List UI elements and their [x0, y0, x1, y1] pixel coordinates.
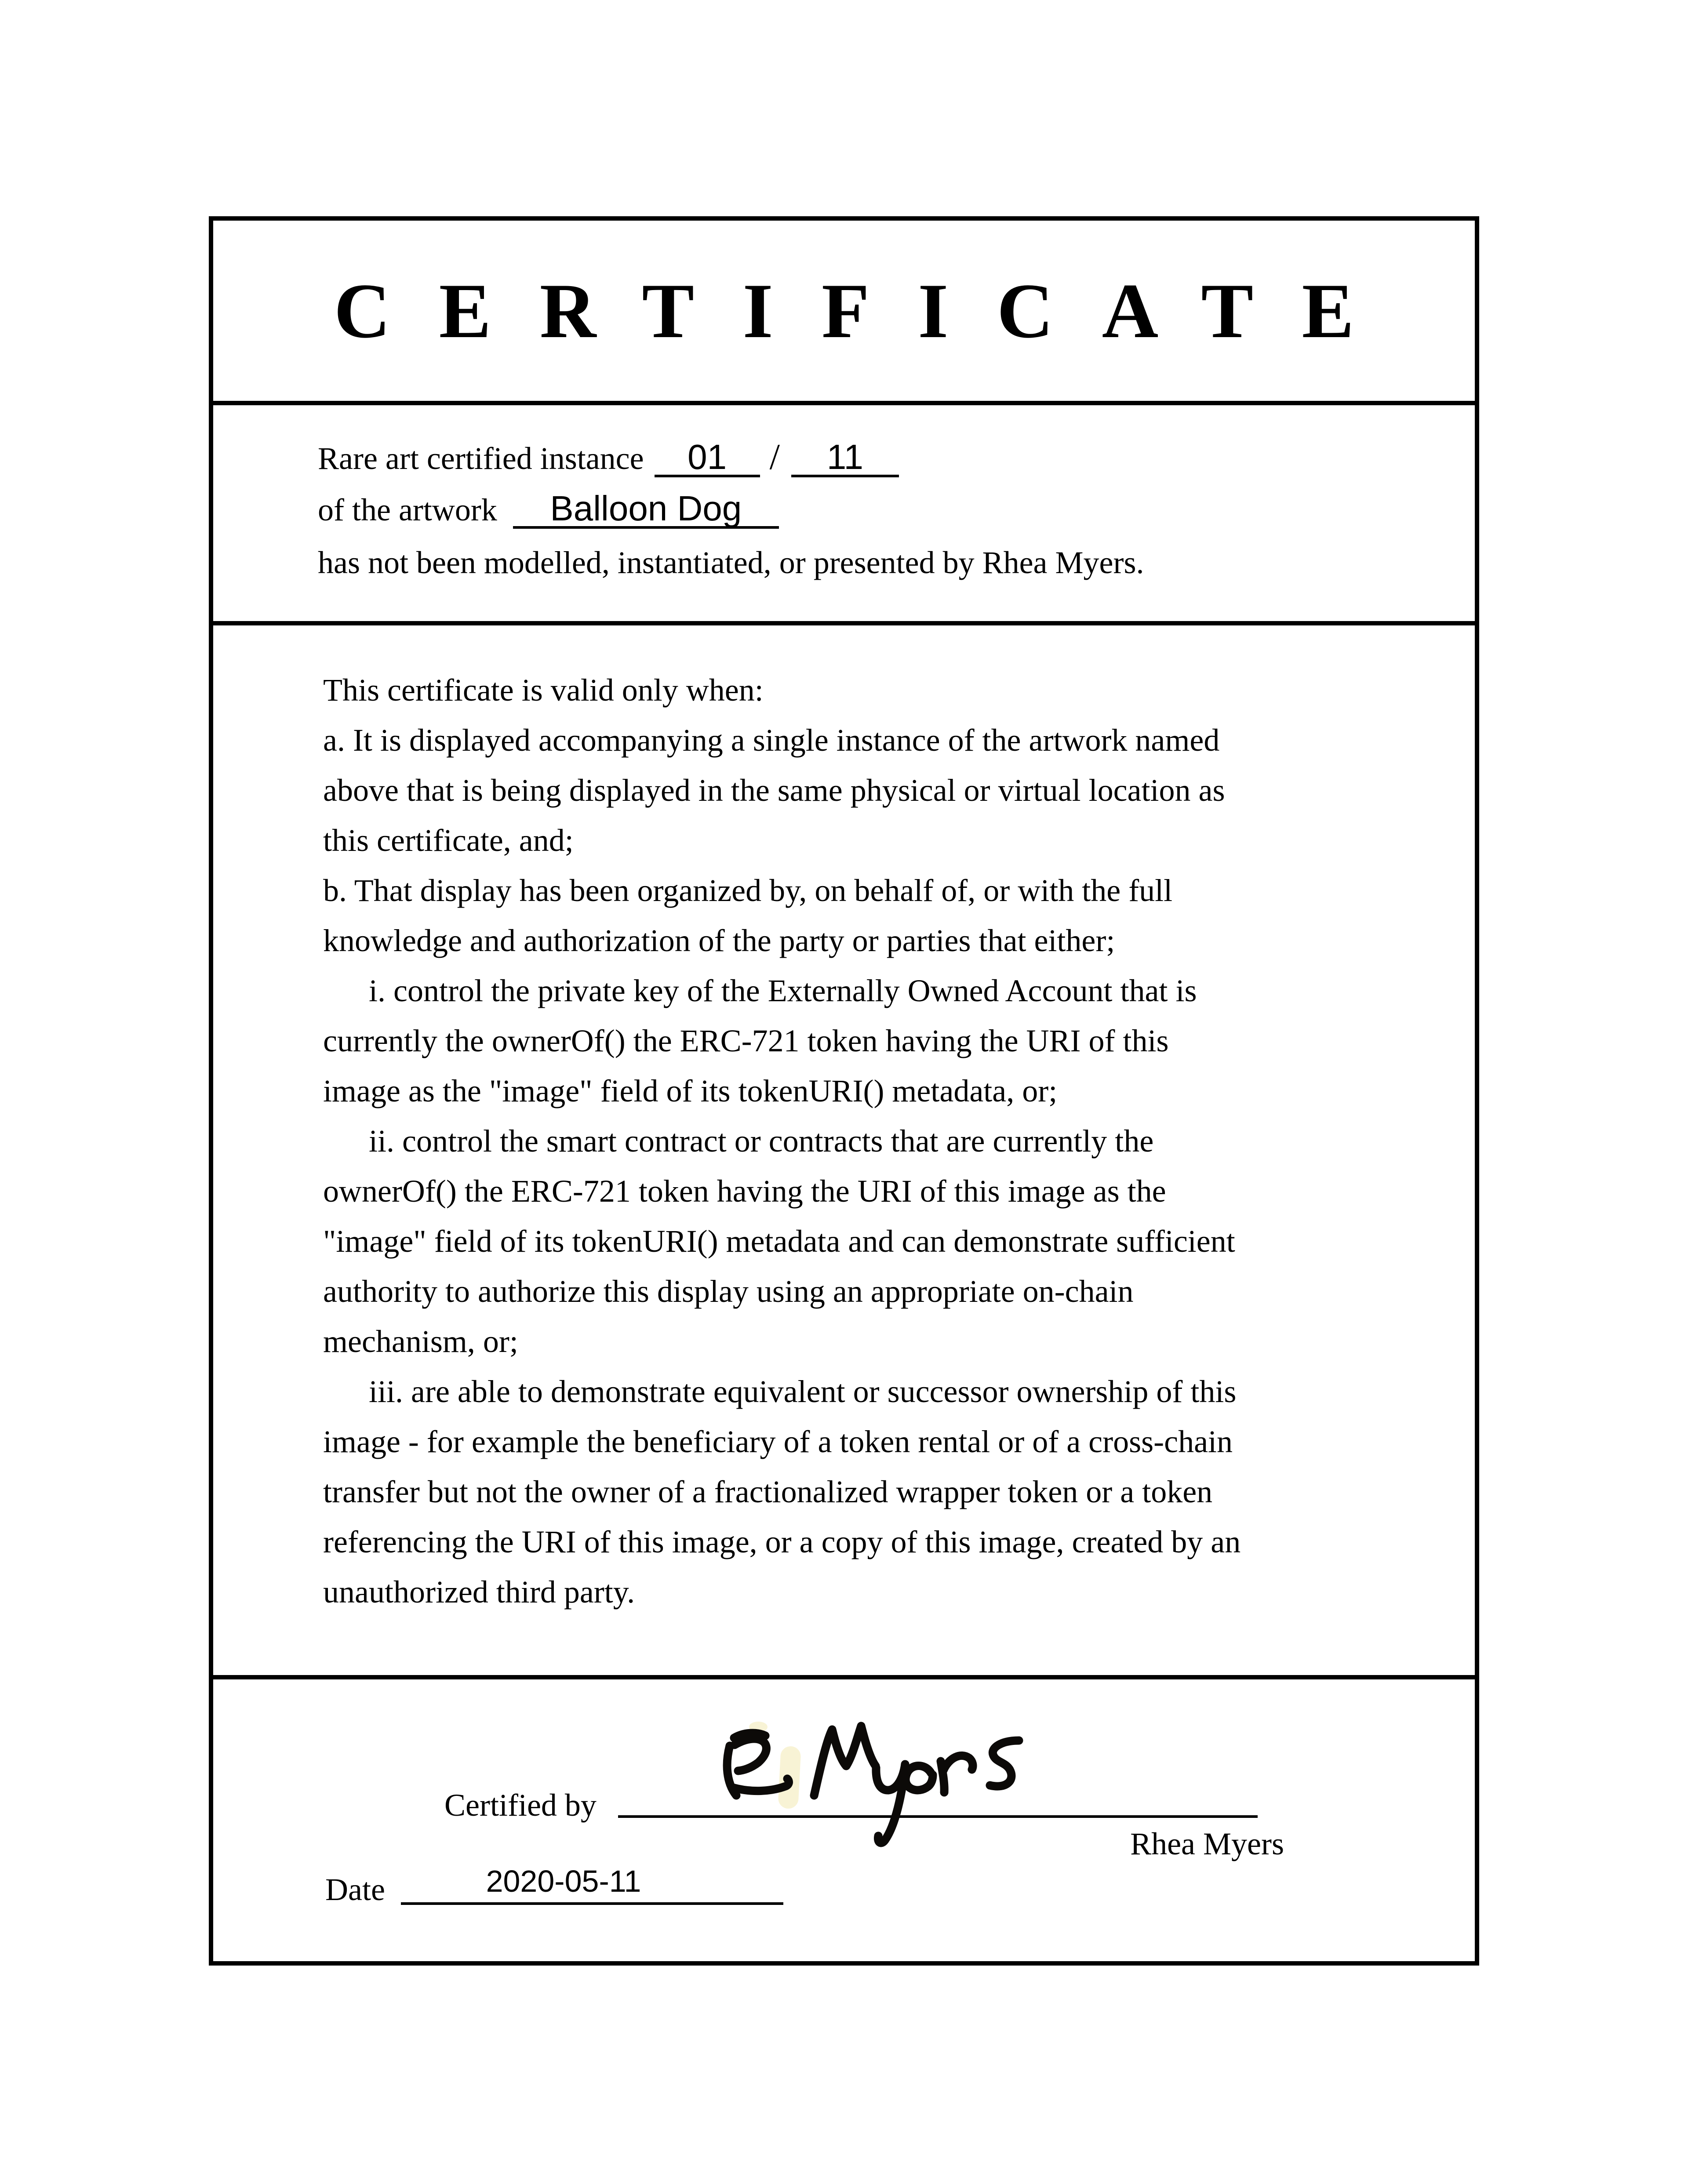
- terms-line: referencing the URI of this image, or a copy of this image, created by an: [323, 1524, 1241, 1559]
- edition-total-field: 11: [791, 440, 899, 477]
- title-section: [213, 221, 1475, 405]
- terms-line: image - for example the beneficiary of a token rental or of a cross-chain: [323, 1424, 1233, 1459]
- terms-lines: [323, 665, 1422, 1617]
- artwork-name-field: Balloon Dog: [513, 491, 779, 529]
- instance-line: [318, 431, 1475, 483]
- artwork-line-label: of the artwork: [318, 492, 497, 527]
- terms-line: "image" field of its tokenURI() metadata and can demonstrate sufficient: [323, 1224, 1235, 1259]
- terms-line: b. That display has been organized by, on behalf of, or with the full: [323, 873, 1173, 908]
- info-section: [213, 405, 1475, 625]
- terms-line: authority to authorize this display using an appropriate on-chain: [323, 1274, 1134, 1309]
- terms-line: image as the "image" field of its tokenURI() metadata, or;: [323, 1073, 1058, 1108]
- terms-line: currently the ownerOf() the ERC-721 token having the URI of this: [323, 1023, 1169, 1058]
- terms-line: i. control the private key of the Externally Owned Account that is: [369, 973, 1197, 1008]
- terms-line: iii. are able to demonstrate equivalent or successor ownership of this: [369, 1374, 1237, 1409]
- signer-name: Rhea Myers: [1130, 1826, 1284, 1861]
- date-value: 2020-05-11: [486, 1864, 641, 1898]
- terms-line: ownerOf() the ERC-721 token having the URI of this image as the: [323, 1174, 1166, 1209]
- terms-line: this certificate, and;: [323, 823, 574, 858]
- signature-section: [213, 1679, 1475, 1961]
- terms-line: knowledge and authorization of the party or parties that either;: [323, 923, 1115, 958]
- instance-line-label: Rare art certified instance: [318, 441, 644, 476]
- terms-line: ii. control the smart contract or contracts that are currently the: [369, 1123, 1154, 1159]
- terms-line: transfer but not the owner of a fractionalized wrapper token or a token: [323, 1474, 1213, 1509]
- instance-number-field: 01: [655, 440, 760, 477]
- date-line: [401, 1902, 783, 1905]
- terms-section: [213, 625, 1475, 1679]
- certified-by-label: Certified by: [444, 1788, 597, 1823]
- date-label: Date: [325, 1872, 385, 1907]
- terms-line: a. It is displayed accompanying a single instance of the artwork named: [323, 723, 1220, 758]
- terms-line: This certificate is valid only when:: [323, 672, 764, 708]
- terms-line: unauthorized third party.: [323, 1574, 635, 1610]
- terms-line: mechanism, or;: [323, 1324, 518, 1359]
- certificate-frame: [209, 216, 1479, 1966]
- terms-line: above that is being displayed in the same physical or virtual location as: [323, 773, 1225, 808]
- disclaimer-line: has not been modelled, instantiated, or presented by Rhea Myers.: [318, 545, 1144, 580]
- certificate-title: CERTIFICATE: [334, 267, 1403, 354]
- fraction-slash: /: [769, 436, 780, 477]
- artwork-line: [318, 483, 1475, 536]
